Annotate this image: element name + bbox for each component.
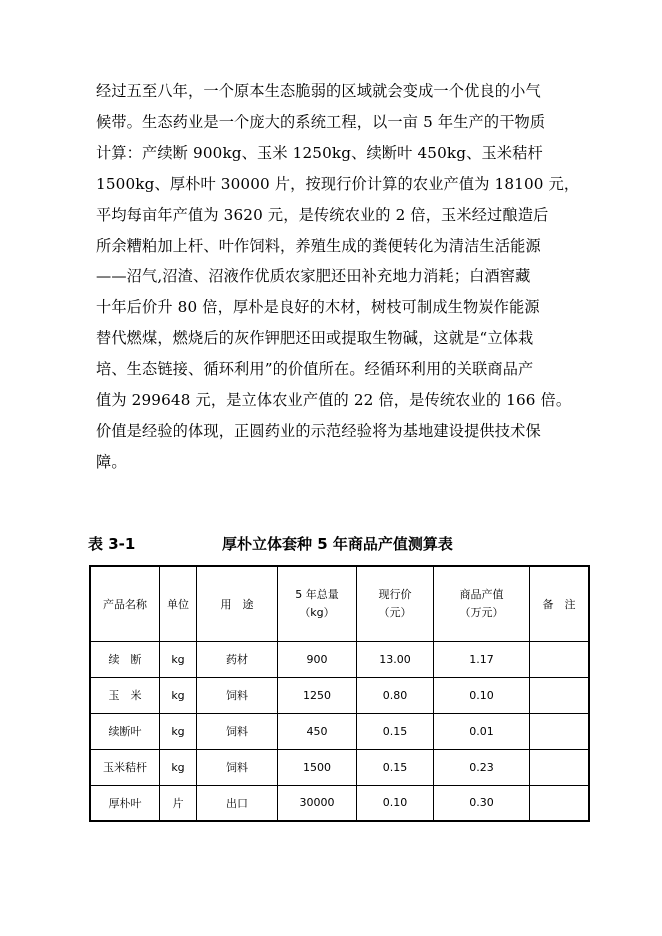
- header-price: [357, 566, 434, 641]
- cell-total: 900: [278, 641, 357, 677]
- paragraph-line: 十年后价升 80 倍，厚朴是良好的木材，树枝可制成生物炭作能源: [96, 298, 540, 317]
- cell-use: 药材: [197, 641, 278, 677]
- cell-unit: 片: [160, 785, 197, 821]
- cell-total: 1250: [278, 677, 357, 713]
- cell-name: 厚朴叶: [90, 785, 160, 821]
- cell-use: 饲料: [197, 713, 278, 749]
- cell-price: 0.15: [357, 713, 434, 749]
- header-price-line2: （元）: [378, 605, 412, 619]
- header-product-name: 产品名称: [90, 566, 160, 641]
- header-value-line2: （万元）: [459, 605, 504, 619]
- cell-name: 玉米秸杆: [90, 749, 160, 785]
- cell-price: 0.80: [357, 677, 434, 713]
- table-header-row: [90, 566, 589, 641]
- header-price-line1: 现行价: [378, 587, 412, 601]
- cell-unit: kg: [160, 749, 197, 785]
- cell-use: 饲料: [197, 749, 278, 785]
- cell-total: 30000: [278, 785, 357, 821]
- cell-name: 玉 米: [90, 677, 160, 713]
- header-value-line1: 商品产值: [459, 587, 504, 601]
- paragraph-line: 值为 299648 元，是立体农业产值的 22 倍，是传统农业的 166 倍。: [96, 391, 572, 410]
- table-caption: [0, 533, 662, 557]
- cell-unit: kg: [160, 677, 197, 713]
- cell-price: 13.00: [357, 641, 434, 677]
- table-row: [90, 677, 589, 713]
- cell-use: 饲料: [197, 677, 278, 713]
- paragraph-line: 经过五至八年，一个原本生态脆弱的区域就会变成一个优良的小气: [96, 82, 541, 100]
- cell-price: 0.10: [357, 785, 434, 821]
- paragraph-line: 替代燃煤，燃烧后的灰作钾肥还田或提取生物碱，这就是“立体栽: [96, 329, 534, 348]
- body-paragraph: [96, 76, 578, 478]
- table-row: [90, 785, 589, 821]
- table-row: [90, 713, 589, 749]
- header-note: 备 注: [530, 566, 590, 641]
- cell-value: 1.17: [434, 641, 530, 677]
- paragraph-line: 计算：产续断 900kg、玉米 1250kg、续断叶 450kg、玉米秸杆: [96, 143, 543, 162]
- cell-price: 0.15: [357, 749, 434, 785]
- cell-note: [530, 749, 590, 785]
- cell-note: [530, 677, 590, 713]
- cell-total: 1500: [278, 749, 357, 785]
- product-value-table: [89, 565, 590, 822]
- paragraph-line: 1500kg、厚朴叶 30000 片，按现行价计算的农业产值为 18100 元，: [96, 174, 580, 193]
- header-total-line1: 5 年总量: [295, 587, 339, 601]
- cell-value: 0.30: [434, 785, 530, 821]
- cell-unit: kg: [160, 641, 197, 677]
- paragraph-line: 培、生态链接、循环利用”的价值所在。经循环利用的关联商品产: [96, 360, 534, 379]
- cell-name: 续断叶: [90, 713, 160, 749]
- table-title: 厚朴立体套种 5 年商品产值测算表: [222, 535, 453, 553]
- cell-note: [530, 641, 590, 677]
- table-row: [90, 641, 589, 677]
- paragraph-line: ——沼气,沼渣、沼液作优质农家肥还田补充地力消耗；白酒窖藏: [96, 267, 531, 286]
- cell-total: 450: [278, 713, 357, 749]
- header-use: 用 途: [197, 566, 278, 641]
- paragraph-line: 平均每亩年产值为 3620 元，是传统农业的 2 倍，玉米经过酿造后: [96, 205, 549, 224]
- paragraph-line: 候带。生态药业是一个庞大的系统工程，以一亩 5 年生产的干物质: [96, 112, 546, 131]
- paragraph-line: 价值是经验的体现，正圆药业的示范经验将为基地建设提供技术保: [96, 421, 541, 440]
- header-total: [278, 566, 357, 641]
- table-row: [90, 749, 589, 785]
- cell-value: 0.01: [434, 713, 530, 749]
- header-unit: 单位: [160, 566, 197, 641]
- cell-note: [530, 713, 590, 749]
- cell-unit: kg: [160, 713, 197, 749]
- cell-value: 0.10: [434, 677, 530, 713]
- table-number: 表 3-1: [88, 535, 136, 553]
- cell-value: 0.23: [434, 749, 530, 785]
- header-value: [434, 566, 530, 641]
- paragraph-line: 所余糟粕加上杆、叶作饲料，养殖生成的粪便转化为清洁生活能源: [96, 236, 541, 255]
- paragraph-line: 障。: [96, 452, 127, 471]
- cell-note: [530, 785, 590, 821]
- cell-use: 出口: [197, 785, 278, 821]
- cell-name: 续 断: [90, 641, 160, 677]
- header-total-line2: （kg）: [299, 605, 335, 619]
